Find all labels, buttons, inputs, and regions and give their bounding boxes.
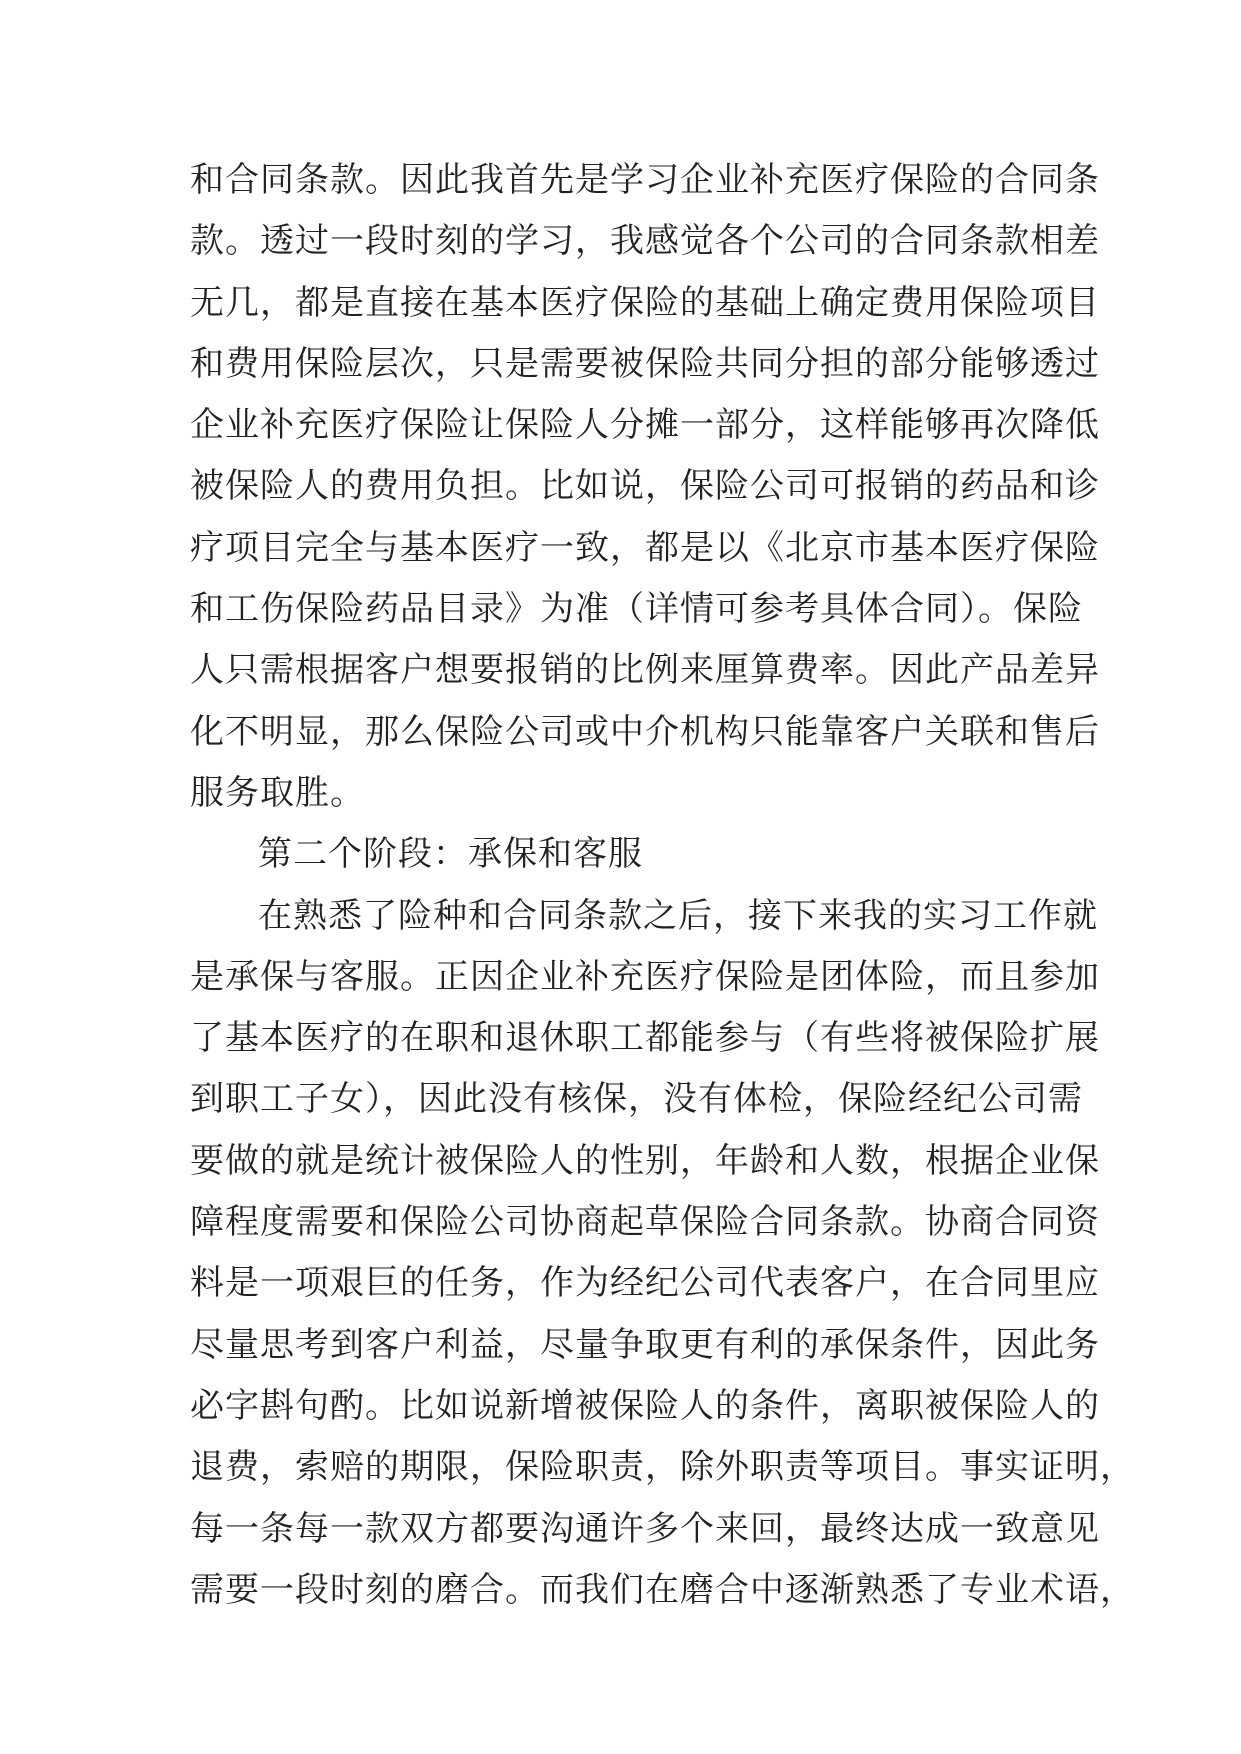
body-text	[190, 150, 1135, 1621]
text-line: 必字斟句酌。比如说新增被保险人的条件，离职被保险人的	[190, 1385, 1100, 1426]
text-line: 服务取胜。	[190, 772, 365, 813]
text-line: 到职工子女），因此没有核保，没有体检，保险经纪公司需	[190, 1079, 1083, 1120]
text-line: 料是一项艰巨的任务，作为经纪公司代表客户，在合同里应	[190, 1263, 1100, 1304]
text-line: 需要一段时刻的磨合。而我们在磨合中逐渐熟悉了专业术语，	[190, 1569, 1135, 1610]
text-line: 疗项目完全与基本医疗一致，都是以《北京市基本医疗保险	[190, 527, 1100, 568]
text-line: 人只需根据客户想要报销的比例来厘算费率。因此产品差异	[190, 650, 1100, 691]
text-line: 无几，都是直接在基本医疗保险的基础上确定费用保险项目	[190, 282, 1100, 323]
text-line: 尽量思考到客户利益，尽量争取更有利的承保条件，因此务	[190, 1324, 1100, 1365]
text-line: 障程度需要和保险公司协商起草保险合同条款。协商合同资	[190, 1202, 1100, 1243]
text-line: 了基本医疗的在职和退休职工都能参与（有些将被保险扩展	[190, 1018, 1100, 1059]
text-line: 在熟悉了险种和合同条款之后，接下来我的实习工作就	[258, 895, 1098, 936]
text-line: 和工伤保险药品目录》为准（详情可参考具体合同）。保险	[190, 589, 1083, 630]
text-line: 是承保与客服。正因企业补充医疗保险是团体险，而且参加	[190, 956, 1100, 997]
text-line: 化不明显，那么保险公司或中介机构只能靠客户关联和售后	[190, 711, 1100, 752]
text-line: 款。透过一段时刻的学习，我感觉各个公司的合同条款相差	[190, 221, 1100, 262]
text-line: 每一条每一款双方都要沟通许多个来回，最终达成一致意见	[190, 1508, 1100, 1549]
text-line: 要做的就是统计被保险人的性别，年龄和人数，根据企业保	[190, 1140, 1100, 1181]
text-line: 和合同条款。因此我首先是学习企业补充医疗保险的合同条	[190, 160, 1100, 200]
text-line: 被保险人的费用负担。比如说，保险公司可报销的药品和诊	[190, 466, 1100, 507]
section-heading: 第二个阶段：承保和客服	[258, 834, 643, 875]
text-line: 企业补充医疗保险让保险人分摊一部分，这样能够再次降低	[190, 405, 1100, 446]
text-line: 退费，索赔的期限，保险职责，除外职责等项目。事实证明，	[190, 1447, 1135, 1488]
text-line: 和费用保险层次，只是需要被保险共同分担的部分能够透过	[190, 343, 1100, 384]
